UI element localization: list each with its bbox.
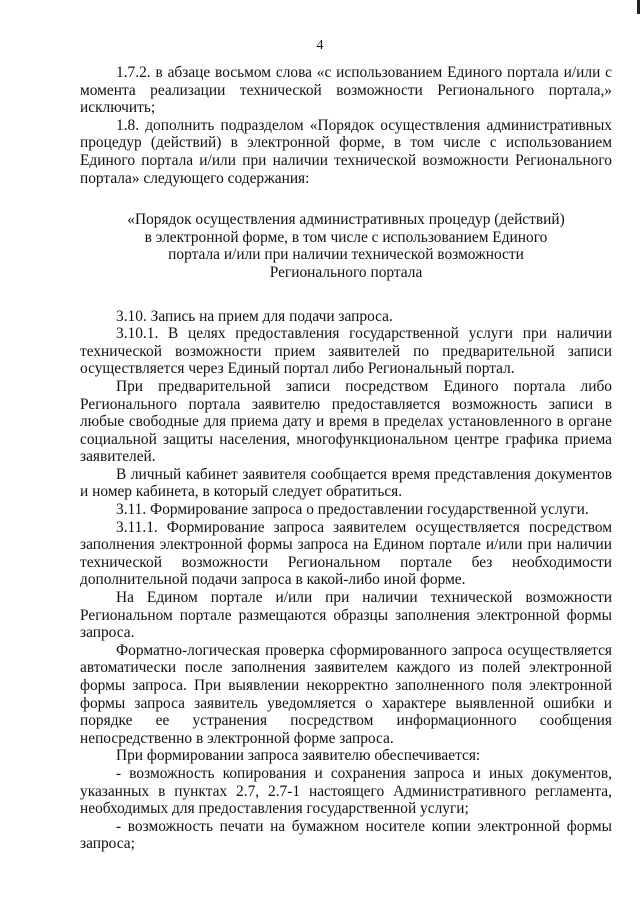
paragraph-1-7-2: 1.7.2. в абзаце восьмом слова «с использованием Единого портала и/или с момента реализации технической возможности Регионального портала,» исключить;: [80, 64, 612, 117]
paragraph-preliminary-booking: При предварительной записи посредством Единого портала либо Регионального портала заявителю предоставляется возможность записи в любые свободные для приема дату и время в пределах установленного в органе социальной защиты населения, многофункциональном центре графика приема заявителей.: [80, 377, 612, 466]
paragraph-1-8: 1.8. дополнить подразделом «Порядок осуществления административных процедур (действий) в электронной форме, в том числе с использованием Единого портала и/или при наличии технической возможности Регионального портала» следующего содержания:: [80, 116, 612, 187]
page-number: 4: [316, 38, 324, 53]
paragraph-3-10: 3.10. Запись на прием для подачи запроса.: [116, 307, 393, 325]
heading-line-3: портала и/или при наличии технической возможности: [168, 246, 524, 264]
paragraph-3-11-1: 3.11.1. Формирование запроса заявителем осуществляется посредством заполнения электронной формы запроса на Едином портале и/или при наличии технической возможности Региональном портале без необходимости дополнительной подачи запроса в какой-либо иной форме.: [80, 518, 612, 589]
paragraph-3-11: 3.11. Формирование запроса о предоставлении государственной услуги.: [116, 501, 589, 519]
paragraph-personal-account: В личный кабинет заявителя сообщается время представления документов и номер кабинета, в который следует обратиться.: [80, 465, 612, 501]
paragraph-format-check: Форматно-логическая проверка сформированного запроса осуществляется автоматически после заполнения заявителем каждого из полей электронной формы запроса. При выявлении некорректно заполненного поля электронной формы запроса заявитель уведомляется о характере выявленной ошибки и порядке ее устранения посредством информационного сообщения непосредственно в электронной форме запроса.: [80, 641, 612, 747]
document-body: [80, 64, 612, 853]
paragraph-form-samples: На Едином портале и/или при наличии технической возможности Региональном портале размещаются образцы заполнения электронной формы запроса.: [80, 589, 612, 642]
heading-line-2: в электронной форме, в том числе с использованием Единого: [144, 228, 548, 246]
list-item-copy-save: - возможность копирования и сохранения запроса и иных документов, указанных в пунктах 2.7, 2.7-1 настоящего Административного регламента, необходимых для предоставления государственной услуги;: [80, 764, 612, 818]
list-item-print: - возможность печати на бумажном носителе копии электронной формы запроса;: [80, 817, 612, 853]
heading-line-1: «Порядок осуществления административных процедур (действий): [127, 211, 565, 229]
paragraph-provisions-intro: При формировании запроса заявителю обеспечивается:: [116, 747, 481, 765]
subsection-heading: [80, 211, 612, 281]
paragraph-3-10-1: 3.10.1. В целях предоставления государственной услуги при наличии технической возможности прием заявителей по предварительной записи осуществляется через Единый портал либо Региональный портал.: [80, 325, 612, 378]
heading-line-4: Регионального портала: [269, 263, 423, 281]
